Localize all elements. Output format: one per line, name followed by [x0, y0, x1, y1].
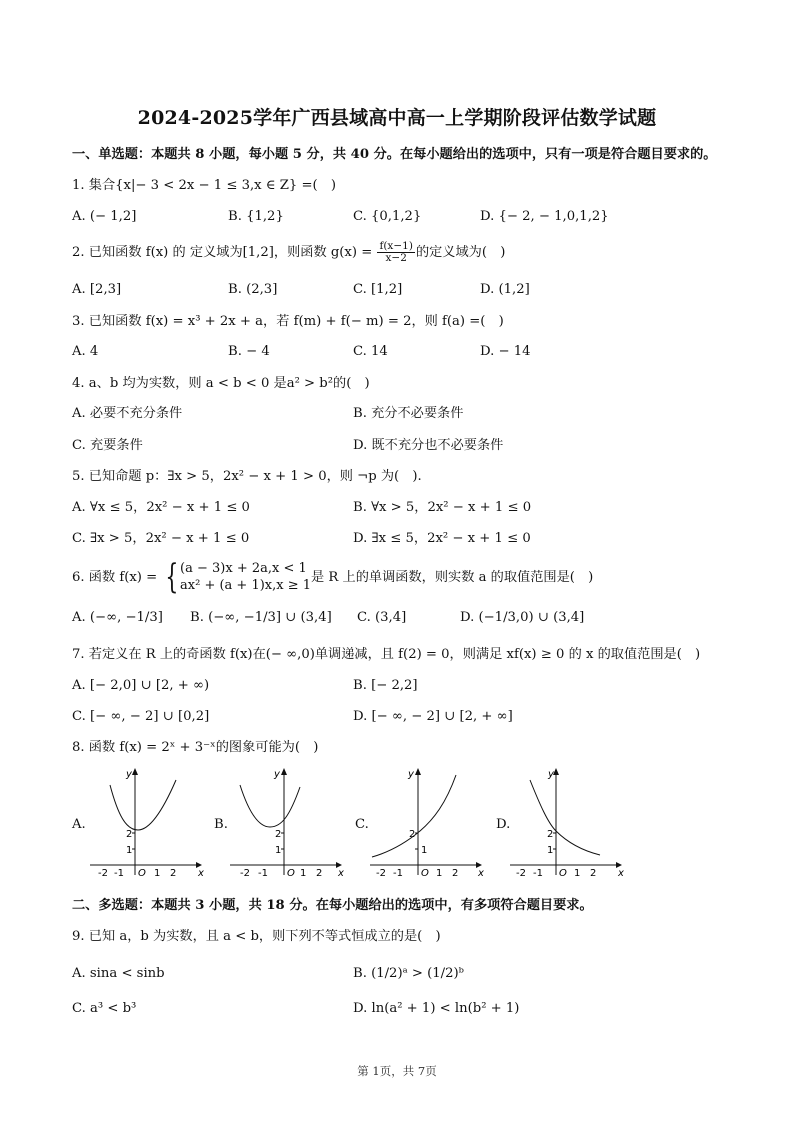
q5-option-b[interactable]: B. ∀x > 5，2x² − x + 1 ≤ 0 — [353, 500, 532, 515]
tick-label-p2: 2 — [452, 868, 459, 879]
q3-option-a[interactable]: A. 4 — [72, 344, 99, 359]
x-label: x — [338, 868, 344, 879]
y-label: y — [408, 769, 414, 780]
curve — [372, 775, 456, 857]
y-arrow-icon — [281, 768, 287, 775]
tick-label-p2: 2 — [170, 868, 177, 879]
q8-option-b-label[interactable]: B. — [214, 817, 228, 832]
q8-graph-a[interactable] — [88, 765, 208, 880]
q6-option-c[interactable]: C. (3,4] — [357, 610, 407, 625]
q6-stem-post: 是 R 上的单调函数，则实数 a 的取值范围是( ) — [311, 569, 594, 585]
tick-label-m1: -1 — [393, 868, 403, 879]
tick-label-2: 2 — [275, 829, 282, 840]
q5-option-d[interactable]: D. ∃x ≤ 5，2x² − x + 1 ≤ 0 — [353, 531, 531, 546]
x-label: x — [198, 868, 204, 879]
q8-option-c-label[interactable]: C. — [355, 817, 369, 832]
tick-label-p1: 1 — [574, 868, 581, 879]
tick-label-m1: -1 — [258, 868, 268, 879]
q8-graph-b[interactable] — [228, 765, 348, 880]
q6-piecewise — [161, 557, 312, 597]
q6-case-1: (a − 3)x + 2a,x < 1 — [180, 561, 307, 576]
q3-option-b[interactable]: B. − 4 — [228, 344, 270, 359]
y-label: y — [126, 769, 132, 780]
question-3-stem: 3. 已知函数 f(x) = x³ + 2x + a，若 f(m) + f(− m) = 2，则 f(a) =( ) — [72, 314, 504, 329]
tick-label-m2: -2 — [376, 868, 386, 879]
q1-option-b[interactable]: B. {1,2} — [228, 209, 284, 224]
q4-option-a[interactable]: A. 必要不充分条件 — [72, 406, 183, 421]
q7-option-b[interactable]: B. [− 2,2] — [353, 678, 418, 693]
q6-brace-icon: { — [165, 557, 179, 597]
question-1-stem: 1. 集合{x|− 3 < 2x − 1 ≤ 3,x ∈ Z} =( ) — [72, 178, 337, 193]
q8-option-d-label[interactable]: D. — [496, 817, 511, 832]
q2-frac-den: x−2 — [385, 252, 407, 264]
q5-option-c[interactable]: C. ∃x > 5，2x² − x + 1 ≤ 0 — [72, 531, 250, 546]
q2-fraction — [377, 241, 414, 264]
q7-option-d[interactable]: D. [− ∞, − 2] ∪ [2, + ∞] — [353, 709, 513, 724]
q8-graph-c[interactable] — [368, 765, 488, 880]
y-label: y — [548, 769, 554, 780]
section-multiple-choice: 二、多选题：本题共 3 小题，共 18 分。在每小题给出的选项中，有多项符合题目要求。 — [72, 898, 593, 913]
question-9-stem: 9. 已知 a，b 为实数，且 a < b，则下列不等式恒成立的是( ) — [72, 929, 441, 944]
page-title: 2024-2025学年广西县域高中高一上学期阶段评估数学试题 — [137, 107, 657, 129]
tick-label-1: 1 — [547, 845, 554, 856]
q3-option-c[interactable]: C. 14 — [353, 344, 388, 359]
q6-case-2: ax² + (a + 1)x,x ≥ 1 — [180, 578, 312, 593]
tick-label-2: 2 — [547, 829, 554, 840]
q4-option-d[interactable]: D. 既不充分也不必要条件 — [353, 438, 504, 453]
q6-option-d[interactable]: D. (−1/3,0) ∪ (3,4] — [460, 610, 585, 625]
q1-option-a[interactable]: A. (− 1,2] — [72, 209, 137, 224]
x-label: x — [618, 868, 624, 879]
q2-stem-pre: 2. 已知函数 f(x) 的 定义域为[1,2]，则函数 g(x) = — [72, 245, 377, 260]
q2-stem-post: 的定义域为( ) — [415, 245, 506, 260]
q1-option-d[interactable]: D. {− 2, − 1,0,1,2} — [480, 209, 609, 224]
tick-label-m1: -1 — [533, 868, 543, 879]
q2-option-a[interactable]: A. [2,3] — [72, 282, 122, 297]
question-4-stem: 4. a、b 均为实数，则 a < b < 0 是a² > b²的( ) — [72, 376, 370, 391]
q2-option-b[interactable]: B. (2,3] — [228, 282, 278, 297]
q7-option-a[interactable]: A. [− 2,0] ∪ [2, + ∞) — [72, 678, 210, 693]
question-2-stem — [72, 241, 505, 264]
curve — [240, 785, 300, 827]
y-arrow-icon — [415, 768, 421, 775]
y-arrow-icon — [132, 768, 138, 775]
origin-label: O — [421, 868, 429, 879]
question-8-stem: 8. 函数 f(x) = 2ˣ + 3⁻ˣ的图象可能为( ) — [72, 740, 319, 755]
curve — [110, 780, 176, 830]
q6-stem-pre: 6. 函数 f(x) = — [72, 569, 162, 585]
origin-label: O — [559, 868, 567, 879]
tick-label-m2: -2 — [516, 868, 526, 879]
x-label: x — [478, 868, 484, 879]
tick-label-1: 1 — [275, 845, 282, 856]
tick-label-1: 1 — [421, 845, 428, 856]
tick-label-p2: 2 — [590, 868, 597, 879]
tick-label-m2: -2 — [98, 868, 108, 879]
tick-label-2: 2 — [409, 829, 416, 840]
q9-option-b[interactable]: B. (1/2)ᵃ > (1/2)ᵇ — [353, 966, 464, 981]
q9-option-d[interactable]: D. ln(a² + 1) < ln(b² + 1) — [353, 1001, 520, 1016]
q8-option-a-label[interactable]: A. — [72, 817, 86, 832]
question-7-stem: 7. 若定义在 R 上的奇函数 f(x)在(− ∞,0)单调递减，且 f(2) = 0，则满足 xf(x) ≥ 0 的 x 的取值范围是( ) — [72, 647, 701, 662]
q9-option-c[interactable]: C. a³ < b³ — [72, 1001, 137, 1016]
q9-option-a[interactable]: A. sina < sinb — [72, 966, 165, 981]
origin-label: O — [287, 868, 295, 879]
origin-label: O — [138, 868, 146, 879]
question-5-stem: 5. 已知命题 p：∃x > 5，2x² − x + 1 > 0，则 ¬p 为( ). — [72, 469, 422, 484]
tick-label-1: 1 — [126, 845, 133, 856]
curve — [530, 780, 600, 855]
tick-label-2: 2 — [126, 829, 133, 840]
page-footer: 第 1页，共 7页 — [357, 1064, 437, 1078]
tick-label-p1: 1 — [154, 868, 161, 879]
q3-option-d[interactable]: D. − 14 — [480, 344, 531, 359]
q6-cases — [180, 560, 311, 594]
q2-option-d[interactable]: D. (1,2] — [480, 282, 530, 297]
q6-option-b[interactable]: B. (−∞, −1/3] ∪ (3,4] — [190, 610, 332, 625]
q6-option-a[interactable]: A. (−∞, −1/3] — [72, 610, 163, 625]
q4-option-b[interactable]: B. 充分不必要条件 — [353, 406, 464, 421]
q2-option-c[interactable]: C. [1,2] — [353, 282, 403, 297]
q1-option-c[interactable]: C. {0,1,2} — [353, 209, 422, 224]
tick-label-p2: 2 — [316, 868, 323, 879]
tick-label-m1: -1 — [114, 868, 124, 879]
q4-option-c[interactable]: C. 充要条件 — [72, 438, 143, 453]
question-6-stem — [72, 557, 594, 597]
tick-label-p1: 1 — [436, 868, 443, 879]
q2-frac-num: f(x−1) — [379, 240, 413, 252]
y-label: y — [274, 769, 280, 780]
q8-graph-d[interactable] — [508, 765, 628, 880]
q7-option-c[interactable]: C. [− ∞, − 2] ∪ [0,2] — [72, 709, 210, 724]
q5-option-a[interactable]: A. ∀x ≤ 5，2x² − x + 1 ≤ 0 — [72, 500, 250, 515]
section-single-choice: 一、单选题：本题共 8 小题，每小题 5 分，共 40 分。在每小题给出的选项中，只有一项是符合题目要求的。 — [72, 147, 717, 162]
tick-label-m2: -2 — [240, 868, 250, 879]
tick-label-p1: 1 — [300, 868, 307, 879]
